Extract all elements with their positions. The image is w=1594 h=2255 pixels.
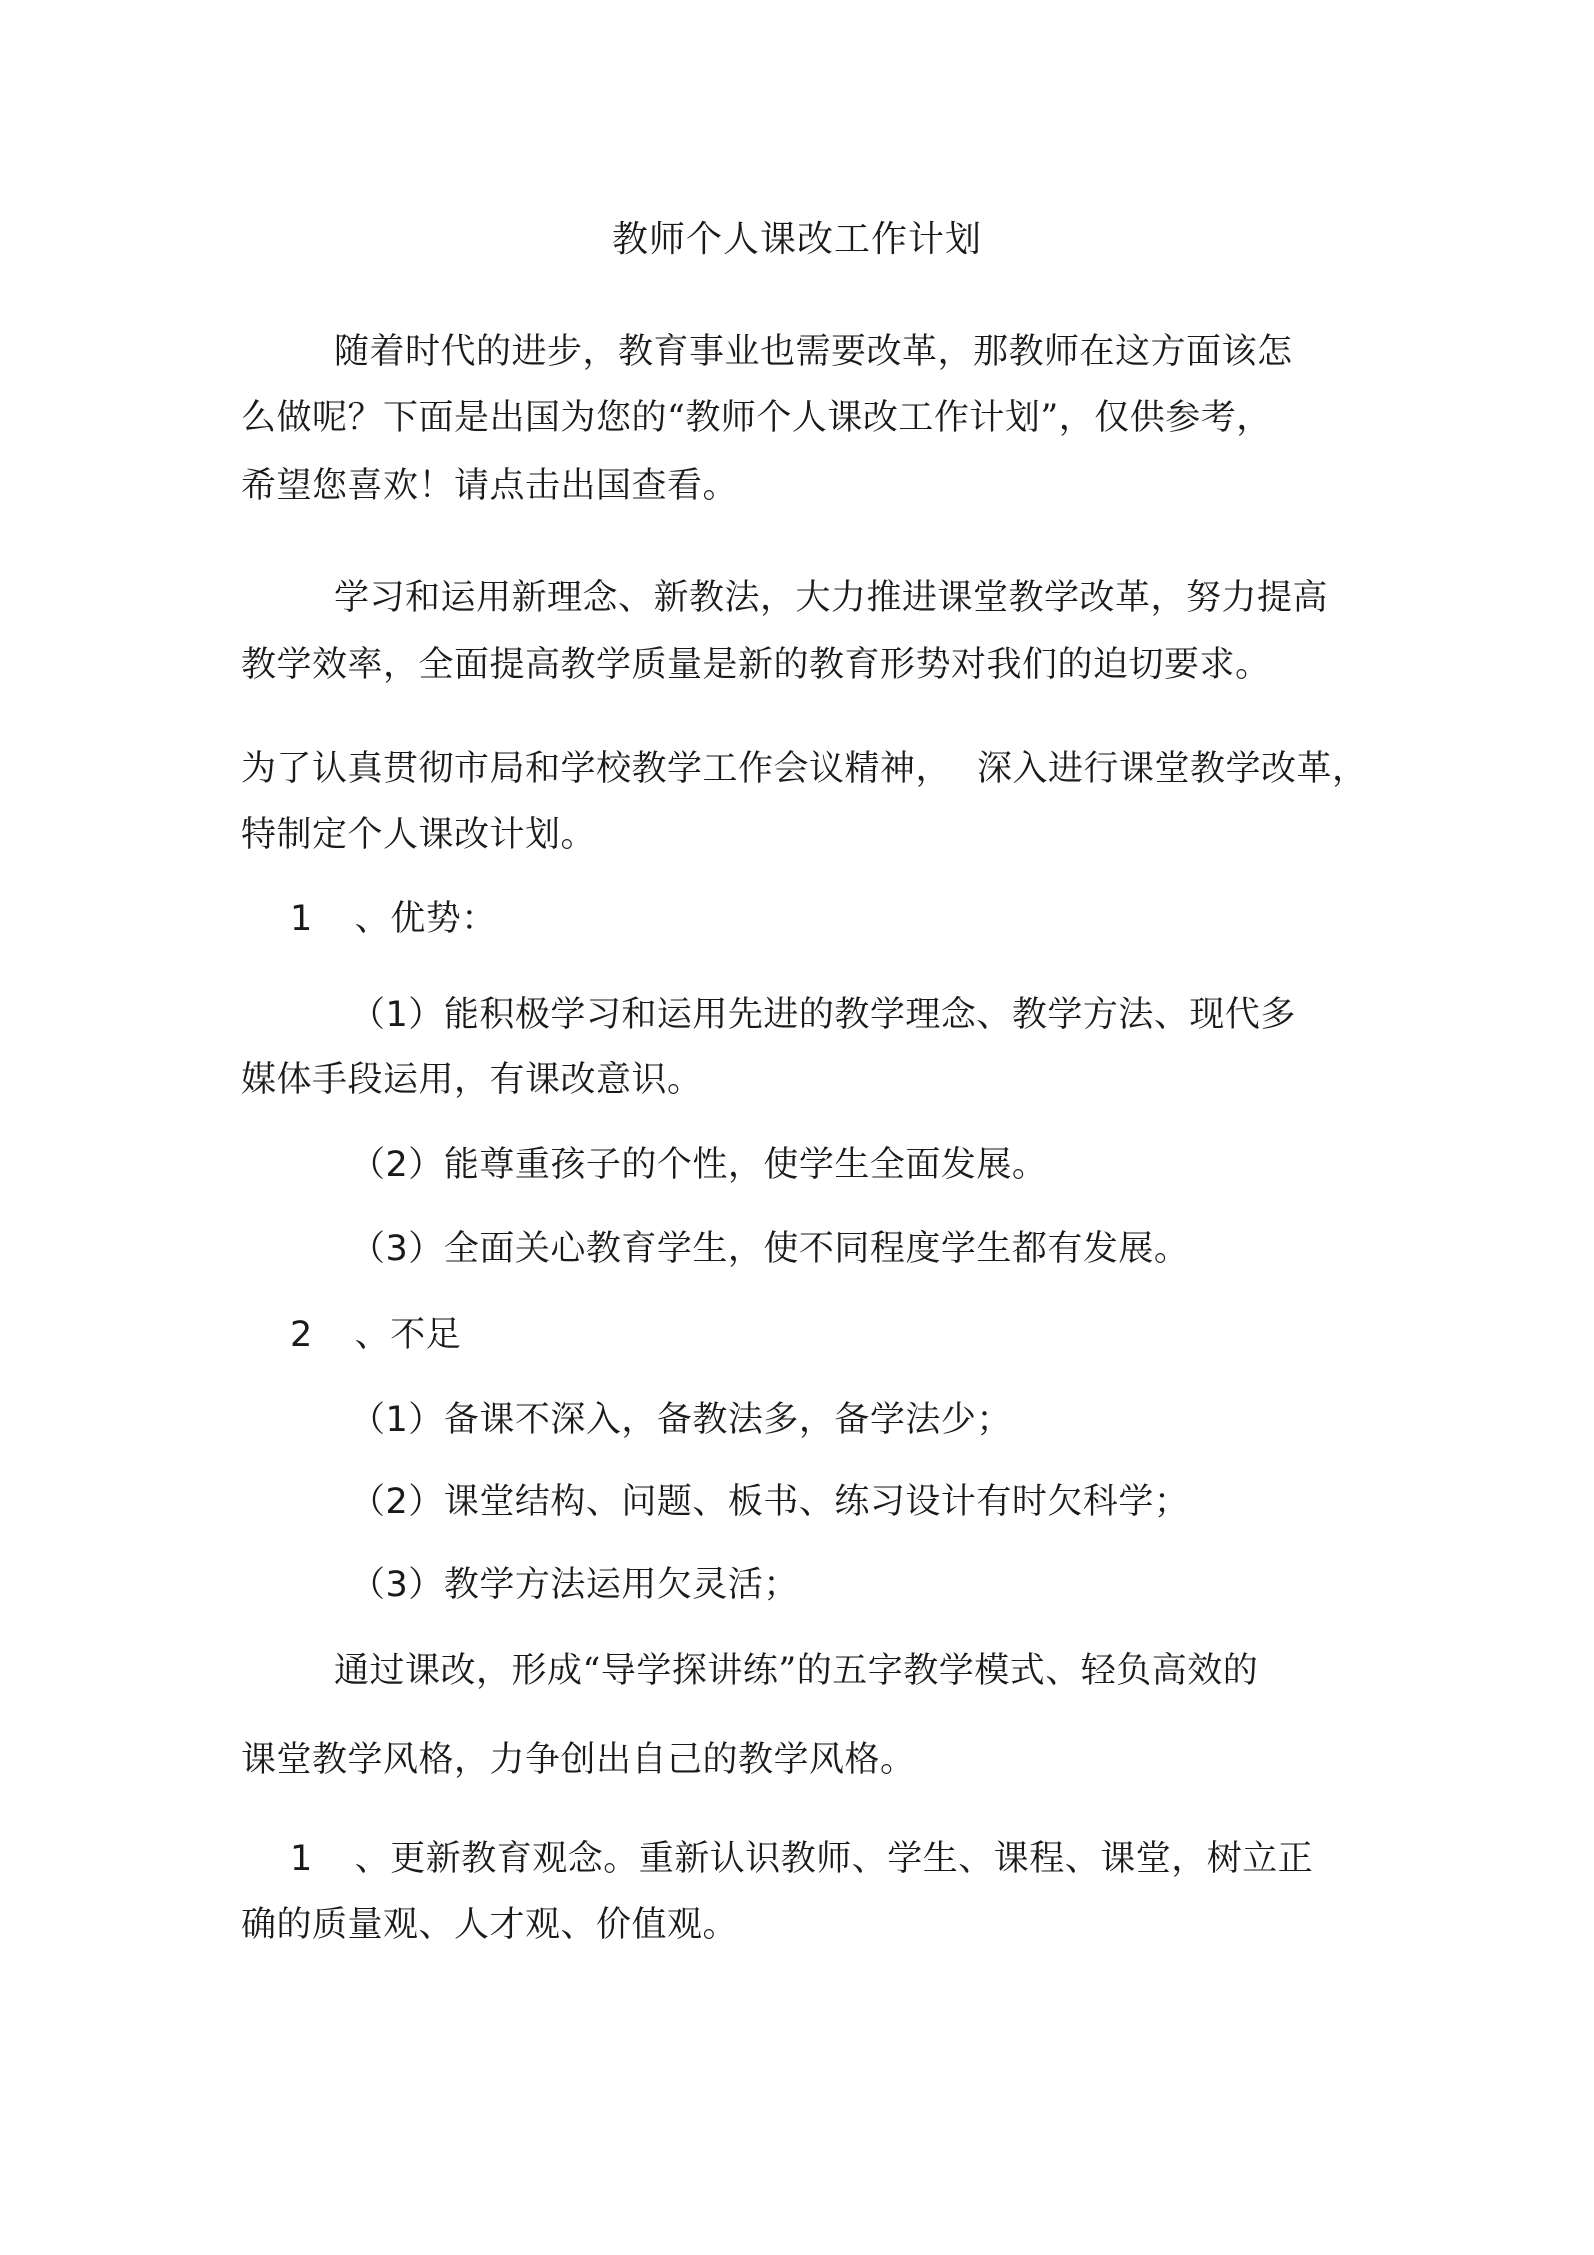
section2-label: 、不足 <box>354 1315 462 1355</box>
intro-line-1: 随着时代的进步，教育事业也需要改革，那教师在这方面该怎 <box>334 332 1293 372</box>
section2-item-3-number: 3 <box>385 1565 409 1605</box>
section1-item-1: （1）能积极学习和运用先进的教学理念、教学方法、现代多 <box>350 995 1296 1035</box>
section3-number: 1 <box>290 1839 313 1879</box>
section1-item-2-number: 2 <box>385 1145 409 1185</box>
section1-item-2-text: 能尊重孩子的个性，使学生全面发展。 <box>443 1145 1048 1185</box>
para3-text-part-2: 深入进行课堂教学改革， <box>977 749 1368 789</box>
section2-item-2-number: 2 <box>385 1482 409 1522</box>
section1-label: 、优势： <box>354 899 497 939</box>
section2-item-1-text: 备课不深入，备教法多，备学法少； <box>443 1400 1012 1440</box>
section2-item-3-text: 教学方法运用欠灵活； <box>443 1565 799 1605</box>
section1-heading <box>290 894 497 944</box>
document-title: 教师个人课改工作计划 <box>611 219 982 260</box>
para3-line-2: 特制定个人课改计划。 <box>241 815 597 855</box>
para4-line-1: 通过课改，形成“导学探讲练”的五字教学模式、轻负高效的 <box>334 1651 1259 1691</box>
section2-item-2-text: 课堂结构、问题、板书、练习设计有时欠科学； <box>443 1482 1190 1522</box>
section2-item-2: （2）课堂结构、问题、板书、练习设计有时欠科学； <box>350 1482 1190 1522</box>
section1-item-3: （3）全面关心教育学生，使不同程度学生都有发展。 <box>350 1229 1190 1269</box>
section3-heading <box>290 1834 1313 1884</box>
section1-item-2: （2）能尊重孩子的个性，使学生全面发展。 <box>350 1145 1048 1185</box>
para4-line-2: 课堂教学风格，力争创出自己的教学风格。 <box>241 1740 916 1780</box>
para2-line-1: 学习和运用新理念、新教法，大力推进课堂教学改革，努力提高 <box>334 578 1329 618</box>
para3-text-part-1: 为了认真贯彻市局和学校教学工作会议精神， <box>241 749 952 789</box>
para3-line-1 <box>241 744 1368 794</box>
section2-heading <box>290 1310 461 1360</box>
intro-line-2: 么做呢？下面是出国为您的“教师个人课改工作计划”，仅供参考， <box>241 398 1272 438</box>
section1-item-1-text: 能积极学习和运用先进的教学理念、教学方法、现代多 <box>443 995 1296 1035</box>
section2-item-3: （3）教学方法运用欠灵活； <box>350 1565 799 1605</box>
section3-label: 、更新教育观念。重新认识教师、学生、课程、课堂，树立正 <box>354 1839 1314 1879</box>
section1-number: 1 <box>290 899 313 939</box>
intro-line-3: 希望您喜欢！请点击出国查看。 <box>241 466 739 506</box>
para2-line-2: 教学效率，全面提高教学质量是新的教育形势对我们的迫切要求。 <box>241 645 1271 685</box>
section2-number: 2 <box>290 1315 313 1355</box>
section3-continuation: 确的质量观、人才观、价值观。 <box>241 1905 739 1945</box>
section2-item-1: （1）备课不深入，备教法多，备学法少； <box>350 1400 1012 1440</box>
section1-item-3-number: 3 <box>385 1229 409 1269</box>
section1-item-3-text: 全面关心教育学生，使不同程度学生都有发展。 <box>443 1229 1190 1269</box>
section2-item-1-number: 1 <box>385 1400 409 1440</box>
section1-item-1-continuation: 媒体手段运用，有课改意识。 <box>241 1060 703 1100</box>
section1-item-1-number: 1 <box>385 995 409 1035</box>
